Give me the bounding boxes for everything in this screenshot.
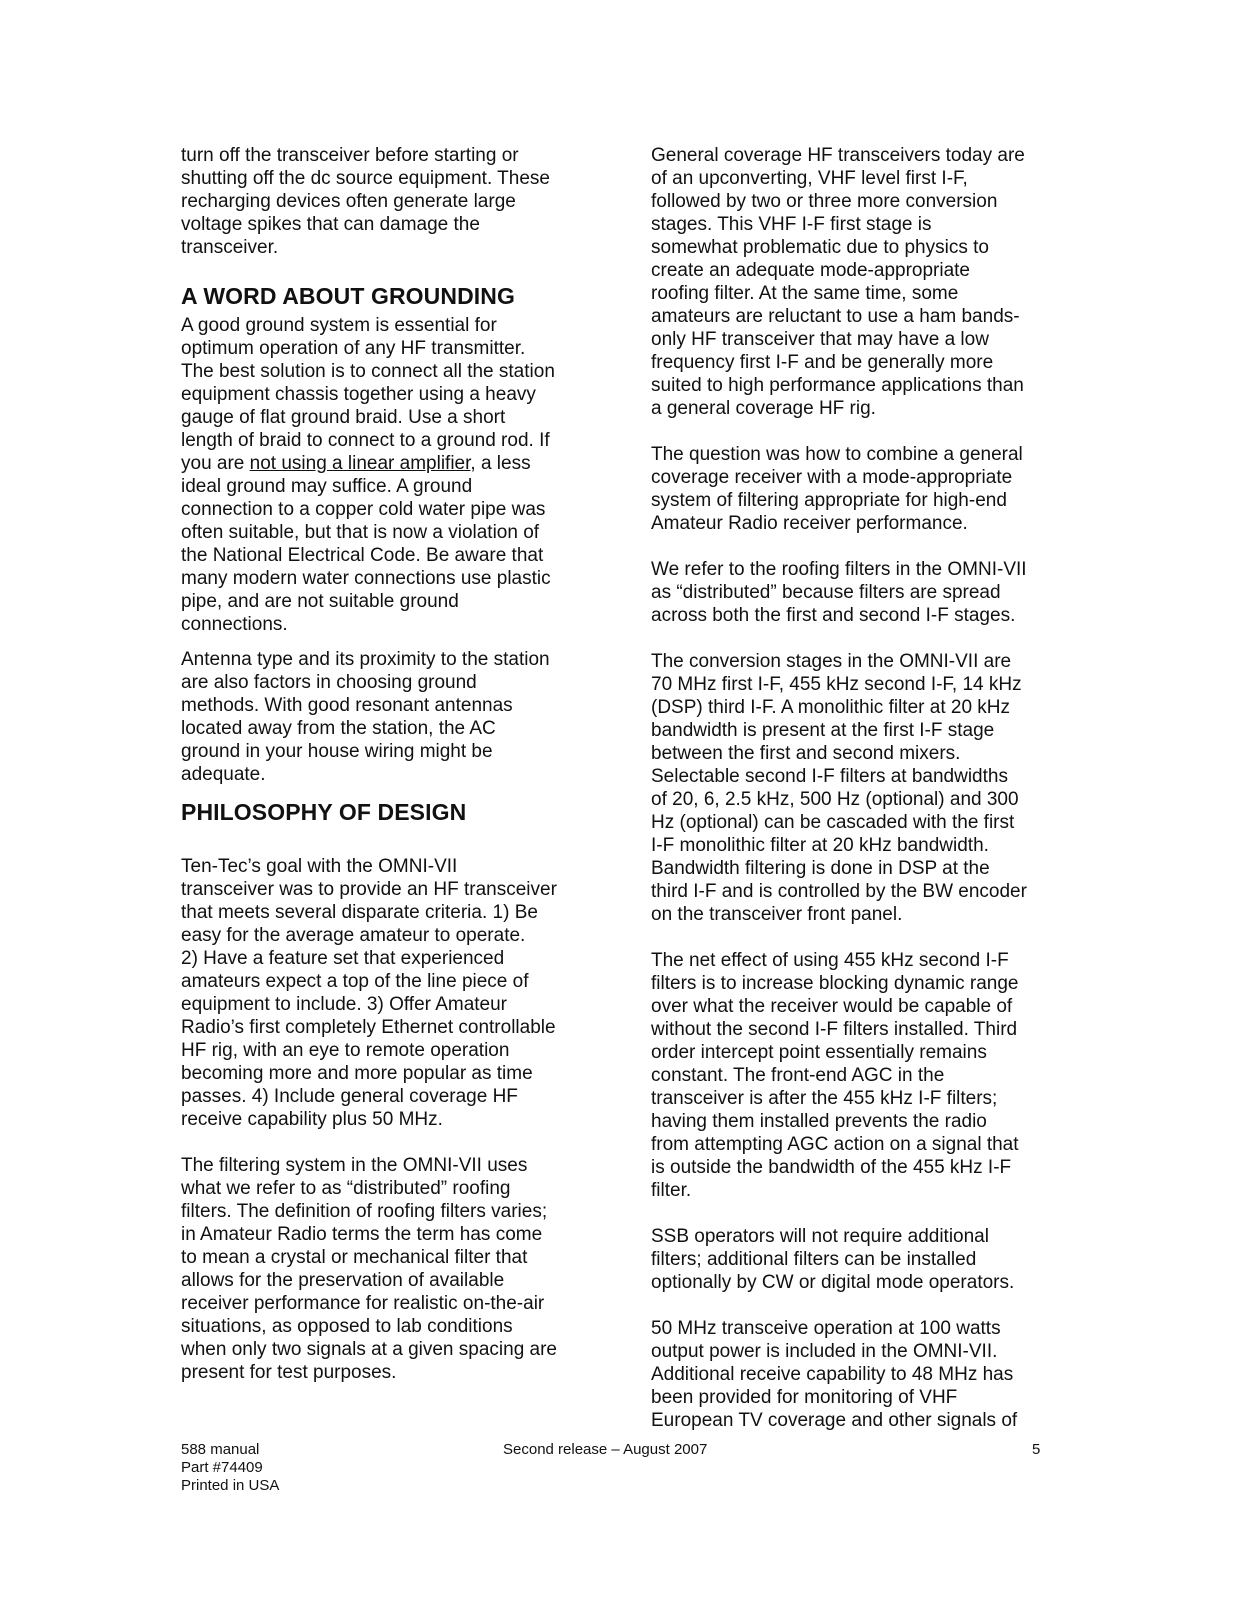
heading-grounding: A WORD ABOUT GROUNDING	[181, 283, 515, 309]
paragraph-goal: Ten-Tec’s goal with the OMNI-VII transceiver was to provide an HF transceiver that meets several disparate criteria. 1) Be easy for the average amateur to operate. 2) Have a feature set that experienced amateurs expect a top of the line piece of equipment to include. 3) Offer Amateur Radio’s first completely Ethernet controllable HF rig, with an eye to remote operation becoming more and more popular as time passes. 4) Include general coverage HF receive capability plus 50 MHz.	[181, 856, 557, 1130]
footer-release: Second release – August 2007	[503, 1441, 708, 1458]
page-number: 5	[1032, 1441, 1041, 1458]
paragraph-50mhz: 50 MHz transceive operation at 100 watts output power is included in the OMNI-VII. Additional receive capability to 48 MHz has been provided for monitoring of VHF European TV coverage and other signals of	[651, 1318, 1018, 1431]
paragraph-grounding-part-a: A good ground system is essential for optimum operation of any HF transmitter. The best solution is to connect all the station equipment chassis together using a heavy gauge of flat ground braid. Use a short length of braid to connect to a ground rod. If you are	[181, 315, 555, 474]
paragraph-ssb: SSB operators will not require additional filters; additional filters can be installed optionally by CW or digital mode operators.	[651, 1226, 1015, 1293]
footer-manual-info: 588 manual Part #74409 Printed in USA	[181, 1441, 280, 1494]
paragraph-grounding-part-b: , a less ideal ground may suffice. A ground connection to a copper cold water pipe was often suitable, but that is now a violation of the National Electrical Code. Be aware that many modern water connections use plastic pipe, and are not suitable ground connections.	[181, 453, 551, 635]
paragraph-refer: We refer to the roofing filters in the OMNI-VII as “distributed” because filters are spread across both the first and second I-F stages.	[651, 559, 1027, 626]
paragraph-filtering: The filtering system in the OMNI-VII uses what we refer to as “distributed” roofing filters. The definition of roofing filters varies; in Amateur Radio terms the term has come to mean a crystal or mechanical filter that allows for the preservation of available receiver performance for realistic on-the-air situations, as opposed to lab conditions when only two signals at a given spacing are present for test purposes.	[181, 1155, 558, 1383]
underlined-phrase: not using a linear amplifier	[249, 453, 471, 474]
heading-philosophy: PHILOSOPHY OF DESIGN	[181, 799, 467, 825]
paragraph-conversion: The conversion stages in the OMNI-VII are 70 MHz first I-F, 455 kHz second I-F, 14 kHz (DSP) third I-F. A monolithic filter at 20 kHz bandwidth is present at the first I-F stage between the first and second mixers. Selectable second I-F filters at bandwidths of 20, 6, 2.5 kHz, 500 Hz (optional) and 300 Hz (optional) can be cascaded with the first I-F monolithic filter at 20 kHz bandwidth. Bandwidth filtering is done in DSP at the third I-F and is controlled by the BW encoder on the transceiver front panel.	[651, 651, 1027, 925]
paragraph-net-effect: The net effect of using 455 kHz second I-F filters is to increase blocking dynamic range over what the receiver would be capable of without the second I-F filters installed. Third order intercept point essentially remains constant. The front-end AGC in the transceiver is after the 455 kHz I-F filters; having them installed prevents the radio from attempting AGC action on a signal that is outside the bandwidth of the 455 kHz I-F filter.	[651, 950, 1019, 1201]
paragraph-general-coverage: General coverage HF transceivers today are of an upconverting, VHF level first I-F, followed by two or three more conversion stages. This VHF I-F first stage is somewhat problematic due to physics to create an adequate mode-appropriate roofing filter. At the same time, some amateurs are reluctant to use a ham bands- only HF transceiver that may have a low frequency first I-F and be generally more suited to high performance applications than a general coverage HF rig.	[651, 145, 1025, 419]
left-column	[181, 144, 593, 1384]
paragraph-question: The question was how to combine a general coverage receiver with a mode-appropriate system of filtering appropriate for high-end Amateur Radio receiver performance.	[651, 444, 1023, 534]
paragraph-grounding	[181, 314, 593, 636]
paragraph-intro: turn off the transceiver before starting or shutting off the dc source equipment. These recharging devices often generate large voltage spikes that can damage the transceiver.	[181, 145, 550, 258]
right-column	[651, 144, 1063, 1432]
paragraph-antenna: Antenna type and its proximity to the station are also factors in choosing ground methods. With good resonant antennas located away from the station, the AC ground in your house wiring might be adequate.	[181, 649, 550, 785]
